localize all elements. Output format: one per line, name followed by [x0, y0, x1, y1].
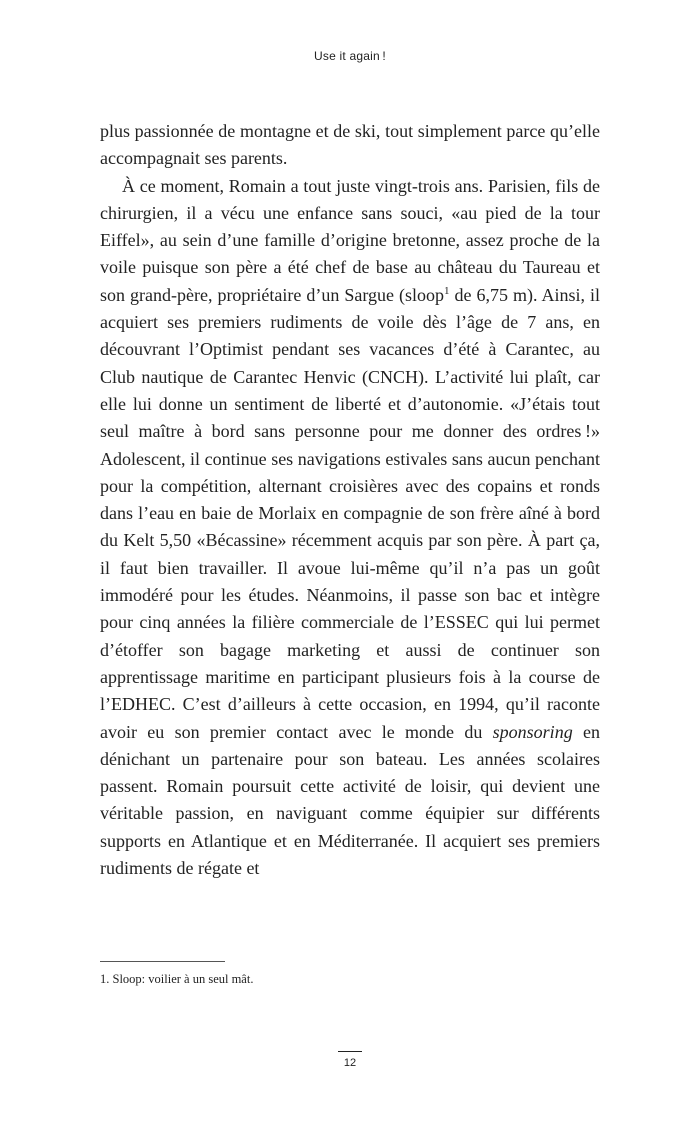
- paragraph-text-part3: en dénichant un partenaire pour son bateau. Les années scolaires passent. Romain poursuit cette activité de loisir, qui devient une véritable passion, en naviguant comme équipier sur différents supports en Atlantique et en Méditerranée. Il acquiert ses premiers rudiments de régate et: [100, 721, 600, 879]
- paragraph-text-part2: de 6,75 m). Ainsi, il acquiert ses premiers rudiments de voile dès l’âge de 7 ans, en découvrant l’Optimist pendant ses vacances d’été à Carantec, au Club nautique de Carantec Henvic (CNCH). L’activité lui plaît, car elle lui donne un sentiment de liberté et d’autonomie. «J’étais tout seul maître à bord sans personne pour me donner des ordres !» Adolescent, il continue ses navigations estivales sans aucun penchant pour la compétition, alternant croisières avec des copains et ronds dans l’eau en baie de Morlaix en compagnie de son frère aîné à bord du Kelt 5,50 «Bécassine» récemment acquis par son père. À part ça, il faut bien travailler. Il avoue lui-même qu’il n’a pas un goût immodéré pour les études. Néanmoins, il passe son bac et intègre pour cinq années la filière commerciale de l’ESSEC qui lui permet d’étoffer son bagage marketing et aussi de continuer son apprentissage maritime en participant plusieurs fois à la course de l’EDHEC. C’est d’ailleurs à cette occasion, en 1994, qu’il raconte avoir eu son premier contact avec le monde du: [100, 284, 600, 742]
- paragraph-romain: [100, 173, 600, 883]
- body-text: [100, 118, 600, 882]
- page-number: 12: [343, 1057, 357, 1069]
- page-number-rule: [338, 1051, 362, 1052]
- italic-term: sponsoring: [492, 721, 573, 742]
- footnote-separator: [100, 961, 225, 962]
- paragraph-text-part1: À ce moment, Romain a tout juste vingt-trois ans. Parisien, fils de chirurgien, il a vécu une enfance sans souci, «au pied de la tour Eiffel», au sein d’une famille d’origine bretonne, assez proche de la voile puisque son père a été chef de base au château du Taureau et son grand-père, propriétaire d’un Sargue (sloop: [100, 175, 600, 305]
- paragraph-continuation: plus passionnée de montagne et de ski, tout simplement parce qu’elle accompagnait ses parents.: [100, 121, 600, 169]
- running-head: Use it again !: [314, 49, 386, 63]
- footnote: 1. Sloop: voilier à un seul mât.: [100, 972, 254, 986]
- footnote-reference: 1: [444, 284, 450, 297]
